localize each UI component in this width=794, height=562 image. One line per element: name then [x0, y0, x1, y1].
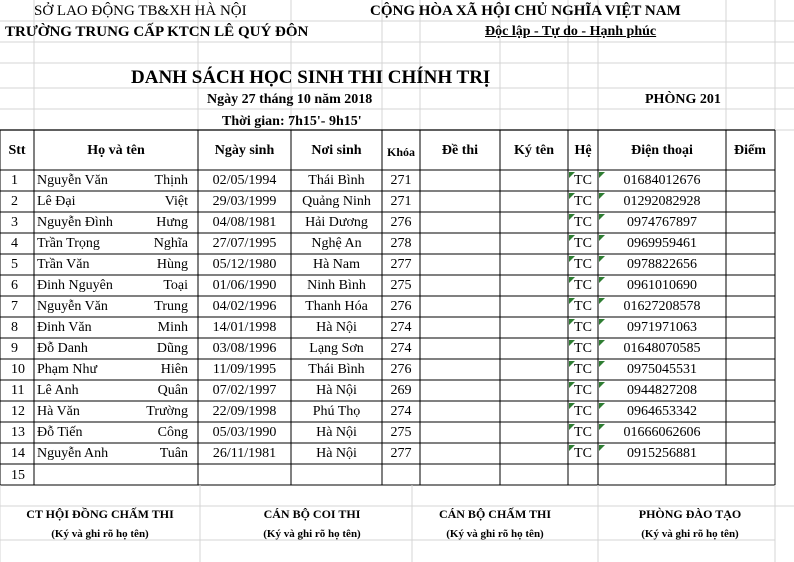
cell-pob: Thái Bình — [308, 362, 365, 377]
cell-first-name: Toại — [163, 278, 188, 293]
cell-first-name: Hưng — [156, 215, 188, 230]
cell-first-name: Trung — [154, 299, 188, 314]
cell-dob: 01/06/1990 — [212, 278, 277, 293]
cell-error-flag-icon — [569, 445, 575, 451]
cell-error-flag-icon — [569, 424, 575, 430]
cell-phone: 0971971063 — [627, 320, 697, 335]
cell-last-name: Đỗ Danh — [37, 341, 88, 356]
cell-pob: Hà Nam — [312, 257, 361, 272]
cell-error-flag-icon — [569, 340, 575, 346]
cell-last-name: Trần Văn — [37, 257, 90, 272]
cell-pob: Lạng Sơn — [309, 341, 364, 356]
col-header-name: Họ và tên — [87, 143, 145, 158]
cell-phone: 0944827208 — [627, 383, 697, 398]
cell-system: TC — [574, 446, 592, 461]
signature-note-4: (Ký và ghi rõ họ tên) — [641, 528, 739, 540]
document-title: DANH SÁCH HỌC SINH THI CHÍNH TRỊ — [131, 67, 491, 88]
cell-system: TC — [574, 362, 592, 377]
cell-first-name: Công — [157, 425, 188, 440]
cell-system: TC — [574, 383, 592, 398]
cell-first-name: Việt — [164, 194, 188, 209]
cell-stt: 9 — [11, 341, 18, 356]
cell-dob: 14/01/1998 — [212, 320, 277, 335]
cell-last-name: Nguyễn Anh — [37, 446, 109, 461]
cell-last-name: Hà Văn — [37, 404, 80, 419]
cell-stt: 14 — [11, 446, 25, 461]
cell-pob: Ninh Bình — [307, 278, 366, 293]
cell-pob: Thái Bình — [308, 173, 365, 188]
cell-course: 275 — [390, 278, 412, 293]
cell-error-flag-icon — [599, 361, 605, 367]
cell-error-flag-icon — [599, 403, 605, 409]
col-header-system: Hệ — [574, 143, 592, 158]
cell-pob: Hà Nội — [316, 425, 357, 440]
cell-phone: 0969959461 — [627, 236, 697, 251]
cell-dob: 22/09/1998 — [212, 404, 277, 419]
cell-dob: 11/09/1995 — [212, 362, 277, 377]
cell-phone: 0975045531 — [627, 362, 697, 377]
cell-phone: 01627208578 — [623, 299, 701, 314]
cell-system: TC — [574, 194, 592, 209]
cell-pob: Thanh Hóa — [305, 299, 368, 314]
cell-phone: 0915256881 — [627, 446, 697, 461]
cell-system: TC — [574, 236, 592, 251]
cell-stt: 2 — [11, 194, 18, 209]
cell-dob: 27/07/1995 — [212, 236, 277, 251]
cell-phone: 01648070585 — [623, 341, 701, 356]
cell-course: 271 — [390, 194, 412, 209]
cell-stt: 10 — [11, 362, 25, 377]
cell-last-name: Đinh Nguyên — [37, 278, 113, 293]
cell-stt: 6 — [11, 278, 18, 293]
cell-course: 277 — [390, 446, 412, 461]
cell-system: TC — [574, 341, 592, 356]
cell-stt: 4 — [11, 236, 18, 251]
cell-dob: 02/05/1994 — [212, 173, 277, 188]
cell-course: 276 — [390, 215, 412, 230]
cell-pob: Phú Thọ — [312, 404, 361, 419]
exam-room: PHÒNG 201 — [645, 92, 721, 107]
signature-title-2: CÁN BỘ COI THI — [263, 507, 361, 521]
cell-stt: 12 — [11, 404, 25, 419]
cell-pob: Quảng Ninh — [302, 194, 371, 209]
cell-dob: 26/11/1981 — [212, 446, 277, 461]
cell-phone: 0974767897 — [627, 215, 697, 230]
col-header-stt: Stt — [8, 143, 26, 158]
cell-error-flag-icon — [599, 193, 605, 199]
col-header-course: Khóa — [386, 145, 415, 159]
cell-course: 269 — [390, 383, 412, 398]
cell-phone: 01666062606 — [623, 425, 701, 440]
col-header-phone: Điện thoại — [631, 143, 693, 158]
cell-course: 276 — [390, 362, 412, 377]
cell-course: 278 — [390, 236, 412, 251]
school-name: TRƯỜNG TRUNG CẤP KTCN LÊ QUÝ ĐÔN — [5, 24, 309, 40]
cell-first-name: Thịnh — [154, 173, 188, 188]
cell-phone: 01684012676 — [623, 173, 701, 188]
cell-system: TC — [574, 425, 592, 440]
signature-note-2: (Ký và ghi rõ họ tên) — [263, 528, 361, 540]
cell-phone: 0964653342 — [627, 404, 697, 419]
signature-title-1: CT HỘI ĐỒNG CHẤM THI — [26, 507, 174, 521]
cell-system: TC — [574, 278, 592, 293]
cell-error-flag-icon — [599, 235, 605, 241]
cell-stt: 13 — [11, 425, 25, 440]
cell-pob: Hà Nội — [316, 446, 357, 461]
empty-row-stt: 15 — [11, 468, 25, 483]
cell-system: TC — [574, 215, 592, 230]
cell-last-name: Đinh Văn — [37, 320, 92, 335]
cell-dob: 04/02/1996 — [212, 299, 277, 314]
cell-error-flag-icon — [599, 445, 605, 451]
cell-pob: Nghệ An — [311, 236, 362, 251]
motto: Độc lập - Tự do - Hạnh phúc — [485, 24, 657, 39]
cell-course: 275 — [390, 425, 412, 440]
cell-error-flag-icon — [569, 298, 575, 304]
cell-stt: 5 — [11, 257, 18, 272]
cell-system: TC — [574, 257, 592, 272]
cell-last-name: Nguyễn Văn — [37, 173, 108, 188]
cell-error-flag-icon — [599, 382, 605, 388]
cell-course: 271 — [390, 173, 412, 188]
cell-first-name: Hiên — [160, 362, 188, 377]
cell-last-name: Lê Anh — [37, 383, 79, 398]
col-header-exam: Đề thi — [441, 143, 479, 158]
cell-error-flag-icon — [569, 193, 575, 199]
cell-dob: 29/03/1999 — [212, 194, 277, 209]
col-header-pob: Nơi sinh — [311, 143, 362, 158]
cell-error-flag-icon — [569, 361, 575, 367]
cell-last-name: Lê Đại — [37, 194, 76, 209]
cell-error-flag-icon — [569, 319, 575, 325]
cell-dob: 03/08/1996 — [212, 341, 277, 356]
cell-error-flag-icon — [599, 256, 605, 262]
cell-error-flag-icon — [569, 382, 575, 388]
cell-pob: Hải Dương — [305, 215, 368, 230]
cell-error-flag-icon — [599, 214, 605, 220]
cell-system: TC — [574, 320, 592, 335]
cell-stt: 11 — [11, 383, 25, 398]
signature-title-4: PHÒNG ĐÀO TẠO — [638, 507, 742, 521]
cell-dob: 07/02/1997 — [212, 383, 277, 398]
col-header-dob: Ngày sinh — [214, 143, 275, 158]
cell-stt: 3 — [11, 215, 18, 230]
cell-course: 274 — [390, 320, 412, 335]
cell-dob: 05/12/1980 — [212, 257, 277, 272]
cell-error-flag-icon — [599, 424, 605, 430]
cell-last-name: Nguyễn Đình — [37, 215, 113, 230]
cell-error-flag-icon — [599, 277, 605, 283]
cell-pob: Hà Nội — [316, 383, 357, 398]
org-right: CỘNG HÒA XÃ HỘI CHỦ NGHĨA VIỆT NAM — [370, 3, 681, 19]
exam-date: Ngày 27 tháng 10 năm 2018 — [207, 92, 373, 107]
cell-stt: 8 — [11, 320, 18, 335]
cell-course: 274 — [390, 404, 412, 419]
cell-error-flag-icon — [599, 319, 605, 325]
cell-error-flag-icon — [569, 235, 575, 241]
cell-course: 276 — [390, 299, 412, 314]
cell-error-flag-icon — [569, 172, 575, 178]
cell-course: 274 — [390, 341, 412, 356]
cell-first-name: Nghĩa — [153, 236, 188, 251]
cell-system: TC — [574, 299, 592, 314]
cell-last-name: Phạm Như — [37, 362, 98, 377]
cell-first-name: Quân — [157, 383, 188, 398]
cell-system: TC — [574, 404, 592, 419]
col-header-sign: Ký tên — [513, 143, 555, 158]
cell-error-flag-icon — [569, 277, 575, 283]
cell-error-flag-icon — [569, 403, 575, 409]
cell-phone: 0961010690 — [627, 278, 697, 293]
cell-error-flag-icon — [569, 256, 575, 262]
cell-pob: Hà Nội — [316, 320, 357, 335]
cell-first-name: Hùng — [156, 257, 188, 272]
signature-note-3: (Ký và ghi rõ họ tên) — [446, 528, 544, 540]
cell-system: TC — [574, 173, 592, 188]
cell-stt: 7 — [11, 299, 18, 314]
cell-phone: 01292082928 — [623, 194, 701, 209]
cell-error-flag-icon — [569, 214, 575, 220]
cell-dob: 05/03/1990 — [212, 425, 277, 440]
cell-first-name: Trường — [146, 404, 188, 419]
cell-stt: 1 — [11, 173, 18, 188]
cell-dob: 04/08/1981 — [212, 215, 277, 230]
cell-first-name: Dũng — [156, 341, 188, 356]
cell-phone: 0978822656 — [627, 257, 697, 272]
cell-last-name: Nguyễn Văn — [37, 299, 108, 314]
col-header-score: Điểm — [734, 143, 766, 158]
cell-error-flag-icon — [599, 298, 605, 304]
cell-last-name: Đỗ Tiến — [37, 425, 83, 440]
cell-first-name: Minh — [157, 320, 188, 335]
signature-title-3: CÁN BỘ CHẤM THI — [438, 507, 552, 521]
cell-course: 277 — [390, 257, 412, 272]
cell-last-name: Trần Trọng — [37, 236, 100, 251]
cell-first-name: Tuân — [159, 446, 188, 461]
cell-error-flag-icon — [599, 340, 605, 346]
exam-time: Thời gian: 7h15'- 9h15' — [222, 114, 362, 129]
cell-error-flag-icon — [599, 172, 605, 178]
signature-note-1: (Ký và ghi rõ họ tên) — [51, 528, 149, 540]
org-left: SỞ LAO ĐỘNG TB&XH HÀ NỘI — [34, 3, 247, 19]
